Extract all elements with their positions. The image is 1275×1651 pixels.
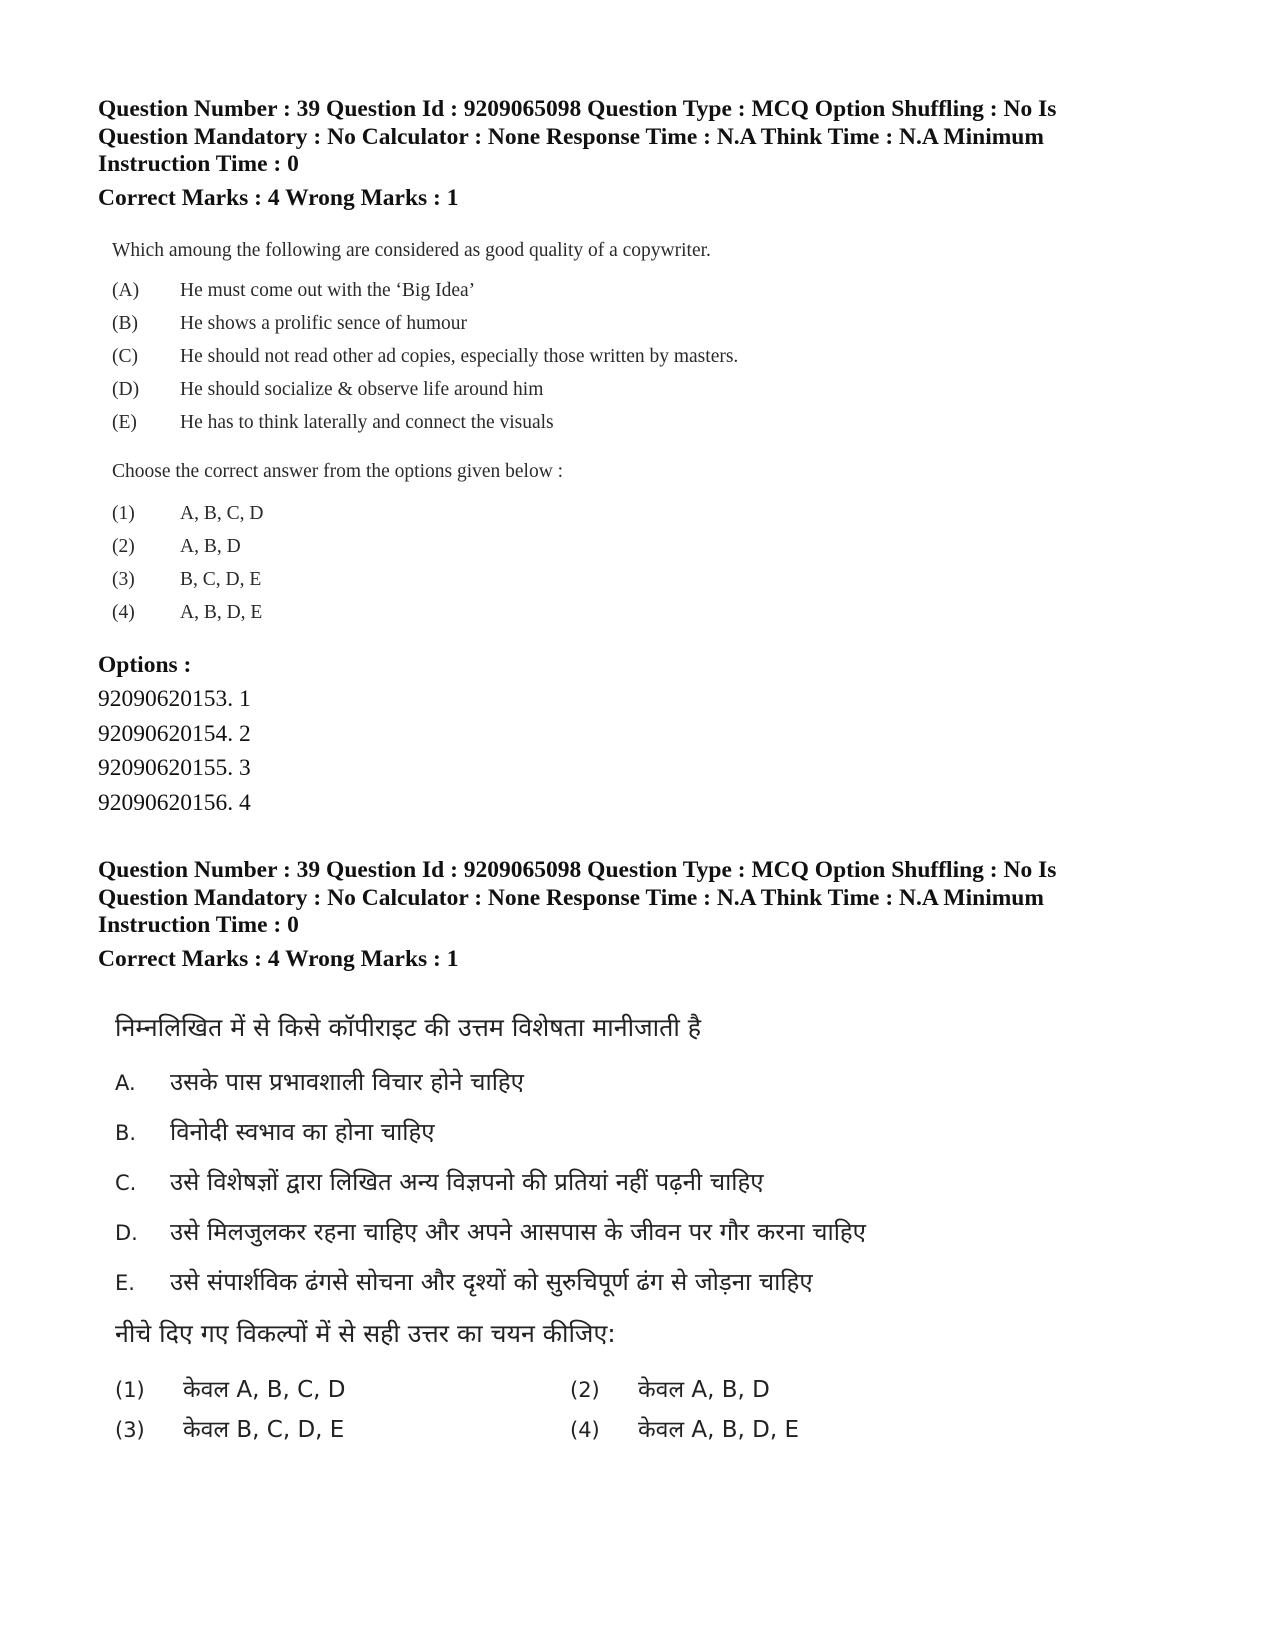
option-item: 92090620153. 1 bbox=[98, 686, 251, 712]
options-list bbox=[98, 648, 251, 820]
option-item: 92090620155. 3 bbox=[98, 755, 251, 781]
statement-label: A. bbox=[115, 1071, 136, 1095]
statement-label: C. bbox=[115, 1171, 137, 1195]
statement-row bbox=[115, 1165, 764, 1198]
meta-line: Question Mandatory : No Calculator : None Response Time : N.A Think Time : N.A Minimum bbox=[98, 123, 1044, 150]
statement-text: विनोदी स्वभाव का होना चाहिए bbox=[170, 1118, 435, 1146]
statement-label: (C) bbox=[112, 346, 138, 367]
statement-text: He should socialize & observe life around him bbox=[180, 379, 544, 400]
answer-row bbox=[112, 569, 261, 591]
statement-label: D. bbox=[115, 1221, 138, 1245]
answer-row bbox=[112, 602, 262, 624]
statement-row bbox=[115, 1065, 524, 1098]
answer-text: केवल A, B, C, D bbox=[183, 1377, 346, 1403]
statement-text: He shows a prolific sence of humour bbox=[180, 313, 468, 334]
question-meta-header bbox=[98, 96, 1188, 212]
question-stem: निम्नलिखित में से किसे कॉपीराइट की उत्तम विशेषता मानीजाती है bbox=[115, 1013, 702, 1042]
answer-text: A, B, D, E bbox=[180, 602, 263, 623]
choose-instruction: नीचे दिए गए विकल्पों में से सही उत्तर का चयन कीजिए: bbox=[115, 1319, 616, 1348]
statement-text: उसे विशेषज्ञों द्वारा लिखित अन्य विज्ञपनो की प्रतियां नहीं पढ़नी चाहिए bbox=[170, 1168, 764, 1196]
answer-label: (2) bbox=[112, 536, 135, 557]
marks-line: Correct Marks : 4 Wrong Marks : 1 bbox=[98, 184, 459, 211]
statement-row bbox=[115, 1215, 866, 1248]
answer-label: (4) bbox=[570, 1418, 600, 1442]
marks-line: Correct Marks : 4 Wrong Marks : 1 bbox=[98, 945, 459, 972]
options-heading: Options : bbox=[98, 652, 192, 678]
statement-row bbox=[115, 1115, 435, 1148]
option-item: 92090620156. 4 bbox=[98, 789, 251, 816]
answer-option bbox=[115, 1372, 346, 1404]
statement-text: उसे संपार्शविक ढंगसे सोचना और दृश्यों को सुरुचिपूर्ण ढंग से जोड़ना चाहिए bbox=[170, 1268, 813, 1296]
statement-row bbox=[112, 379, 543, 401]
option-item: 92090620154. 2 bbox=[98, 720, 251, 747]
answer-text: B, C, D, E bbox=[180, 569, 262, 590]
answer-text: A, B, C, D bbox=[180, 503, 264, 524]
statement-row bbox=[112, 280, 475, 302]
answer-option bbox=[570, 1412, 799, 1444]
statement-row bbox=[112, 412, 554, 434]
answer-text: केवल A, B, D, E bbox=[638, 1417, 799, 1443]
statement-label: E. bbox=[115, 1271, 135, 1295]
statement-text: उसे मिलजुलकर रहना चाहिए और अपने आसपास के जीवन पर गौर करना चाहिए bbox=[170, 1218, 866, 1246]
meta-line: Question Number : 39 Question Id : 9209065098 Question Type : MCQ Option Shuffling : No Is bbox=[98, 96, 1057, 122]
answer-text: केवल B, C, D, E bbox=[183, 1417, 345, 1443]
statement-label: (D) bbox=[112, 379, 140, 400]
answer-label: (2) bbox=[570, 1378, 600, 1402]
answer-row bbox=[112, 536, 241, 558]
meta-line: Question Number : 39 Question Id : 9209065098 Question Type : MCQ Option Shuffling : No Is bbox=[98, 857, 1057, 883]
answer-label: (1) bbox=[115, 1378, 145, 1402]
choose-instruction: Choose the correct answer from the options given below : bbox=[112, 461, 564, 482]
meta-line: Question Mandatory : No Calculator : None Response Time : N.A Think Time : N.A Minimum bbox=[98, 884, 1044, 911]
question-stem: Which amoung the following are considered as good quality of a copywriter. bbox=[112, 240, 711, 261]
statement-row bbox=[115, 1265, 813, 1298]
answer-row bbox=[112, 503, 263, 525]
statement-text: He must come out with the ‘Big Idea’ bbox=[180, 280, 476, 301]
statement-text: उसके पास प्रभावशाली विचार होने चाहिए bbox=[170, 1068, 524, 1096]
meta-line: Instruction Time : 0 bbox=[98, 912, 299, 938]
answer-option bbox=[570, 1372, 770, 1404]
statement-label: (A) bbox=[112, 280, 140, 301]
statement-text: He should not read other ad copies, especially those written by masters. bbox=[180, 346, 739, 367]
question-meta-header bbox=[98, 857, 1188, 973]
statement-text: He has to think laterally and connect the visuals bbox=[180, 412, 554, 433]
answer-label: (3) bbox=[115, 1418, 145, 1442]
answer-label: (3) bbox=[112, 569, 135, 590]
answer-label: (4) bbox=[112, 602, 135, 623]
statement-label: (B) bbox=[112, 313, 138, 334]
answer-text: केवल A, B, D bbox=[638, 1377, 770, 1403]
answer-label: (1) bbox=[112, 503, 135, 524]
statement-row bbox=[112, 346, 738, 368]
statement-label: B. bbox=[115, 1121, 137, 1145]
statement-row bbox=[112, 313, 467, 335]
answer-option bbox=[115, 1412, 344, 1444]
meta-line: Instruction Time : 0 bbox=[98, 151, 299, 177]
answer-text: A, B, D bbox=[180, 536, 241, 557]
statement-label: (E) bbox=[112, 412, 137, 433]
